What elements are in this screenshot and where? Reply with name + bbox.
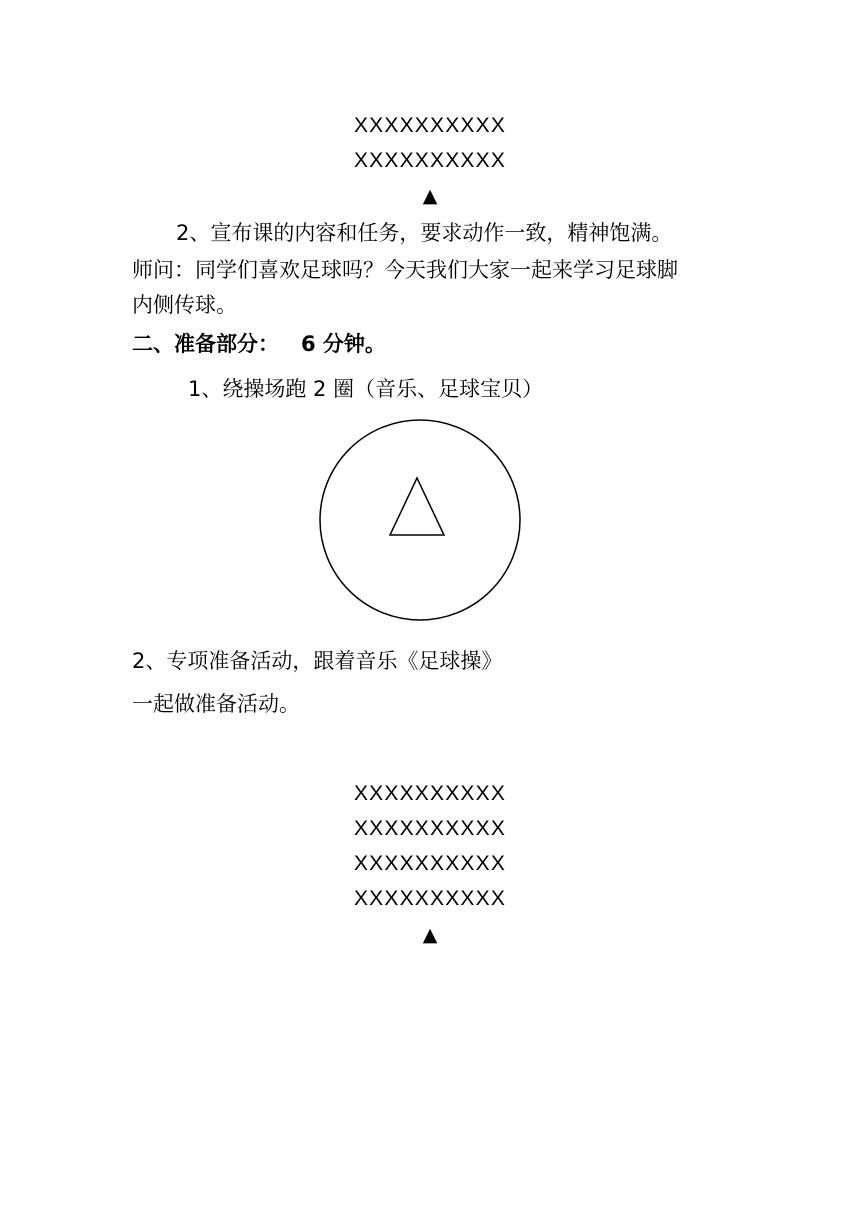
formation-top-row-2: XXXXXXXXXX — [353, 149, 507, 172]
special-prep-line-2: 一起做准备活动。 — [132, 692, 300, 716]
formation-bottom-row-3: XXXXXXXXXX — [353, 852, 507, 875]
announcement-line-2: 师问：同学们喜欢足球吗？今天我们大家一起来学习足球脚 — [132, 258, 678, 282]
teacher-marker-bottom: ▲ — [422, 924, 438, 946]
warmup-run-text: 1、绕操场跑 2 圈（音乐、足球宝贝） — [188, 377, 544, 401]
section-heading — [132, 330, 386, 358]
formation-bottom-row-2: XXXXXXXXXX — [353, 817, 507, 840]
formation-bottom-row-1: XXXXXXXXXX — [353, 782, 507, 805]
special-prep-line-1: 2、专项准备活动，跟着音乐《足球操》 — [132, 649, 503, 673]
section-heading-label: 二、准备部分： — [132, 332, 279, 356]
formation-bottom-row-4: XXXXXXXXXX — [353, 887, 507, 910]
announcement-line-3: 内侧传球。 — [132, 293, 237, 317]
teacher-marker-top: ▲ — [422, 185, 438, 207]
announcement-line-1: 2、宣布课的内容和任务，要求动作一致，精神饱满。 — [176, 221, 673, 245]
running-track-diagram — [318, 418, 522, 622]
section-heading-duration: 6 分钟。 — [301, 332, 386, 356]
teacher-triangle-icon — [390, 478, 444, 535]
formation-top-row-1: XXXXXXXXXX — [353, 114, 507, 137]
